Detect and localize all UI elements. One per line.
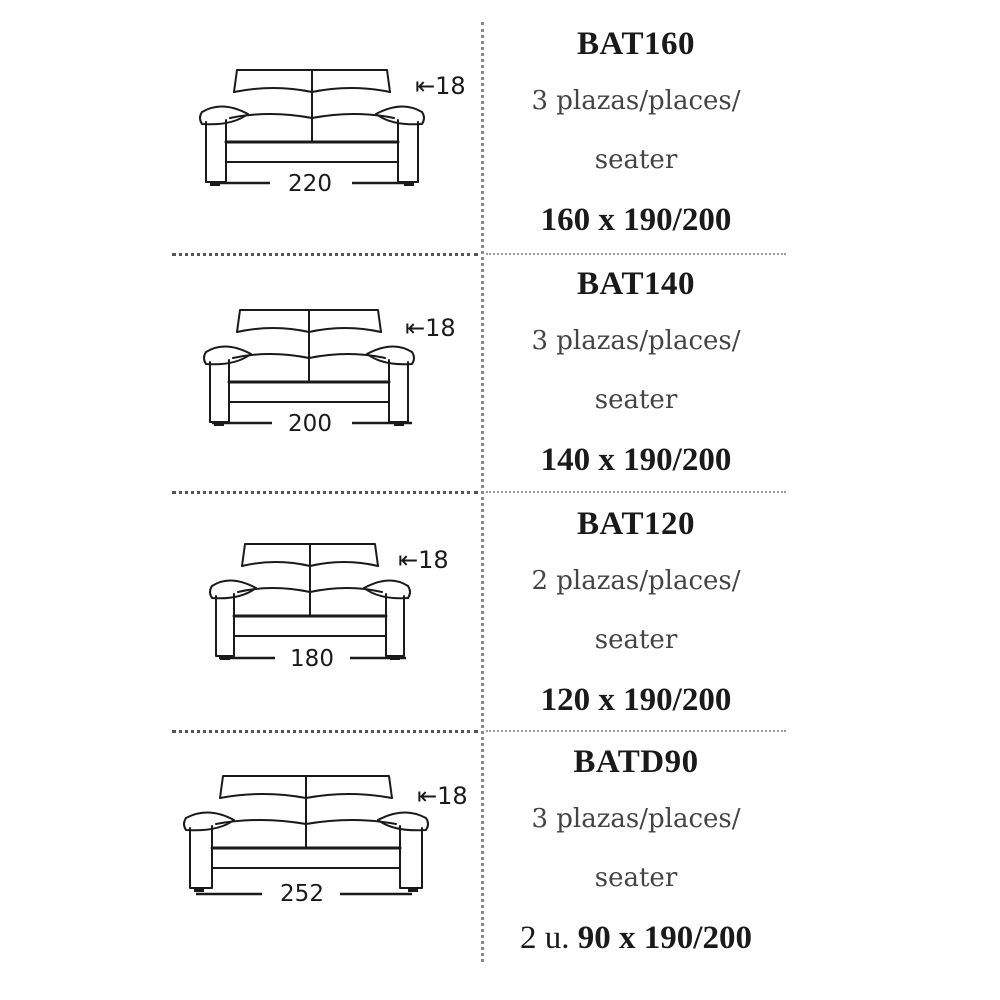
bed-size: [466, 202, 806, 239]
bed-size-value: 120 x 190/200: [540, 682, 732, 718]
seats-text: 3 plazas/places/: [531, 86, 741, 116]
bed-size: [466, 920, 806, 957]
model-row-batd90: [0, 736, 1000, 976]
bed-prefix: 2 u.: [520, 920, 578, 956]
model-row-bat160: [0, 18, 1000, 258]
width-dimension-lines: [0, 736, 480, 976]
bed-size-value: 160 x 190/200: [540, 202, 732, 238]
model-row-bat140: [0, 258, 1000, 498]
width-value: 220: [288, 171, 332, 197]
width-value: 180: [290, 646, 334, 672]
width-value: 252: [280, 881, 324, 907]
sofa-drawing: [0, 498, 480, 738]
width-value: 200: [288, 411, 332, 437]
width-dimension-lines: [0, 498, 480, 738]
bed-size-value: 140 x 190/200: [540, 442, 732, 478]
depth-value: 18: [425, 314, 456, 342]
bed-size: [466, 682, 806, 719]
depth-arrow-icon: ⇤: [398, 546, 419, 574]
model-info: [486, 736, 786, 976]
model-info: [486, 18, 786, 258]
depth-arrow-icon: ⇤: [417, 782, 438, 810]
model-info: [486, 498, 786, 738]
bed-size: [466, 442, 806, 479]
depth-value: 18: [435, 72, 466, 100]
depth-arrow-icon: ⇤: [415, 72, 436, 100]
model-info: [486, 258, 786, 498]
width-dimension-lines: [0, 258, 480, 498]
seater-text: seater: [594, 625, 678, 655]
sofa-drawing: [0, 258, 480, 498]
seater-text: seater: [594, 145, 678, 175]
depth-value: 18: [418, 546, 449, 574]
model-code: BATD90: [573, 744, 699, 780]
seater-text: seater: [594, 385, 678, 415]
seats-text: 2 plazas/places/: [531, 566, 741, 596]
seater-text: seater: [594, 863, 678, 893]
depth-value: 18: [437, 782, 468, 810]
seats-text: 3 plazas/places/: [531, 804, 741, 834]
width-dimension-lines: [0, 18, 480, 258]
model-code: BAT120: [577, 506, 695, 542]
model-code: BAT160: [577, 26, 695, 62]
depth-arrow-icon: ⇤: [405, 314, 426, 342]
sofa-drawing: [0, 18, 480, 258]
bed-size-value: 90 x 190/200: [577, 920, 752, 956]
seats-text: 3 plazas/places/: [531, 326, 741, 356]
sofa-drawing: [0, 736, 480, 976]
model-code: BAT140: [577, 266, 695, 302]
model-row-bat120: [0, 498, 1000, 738]
